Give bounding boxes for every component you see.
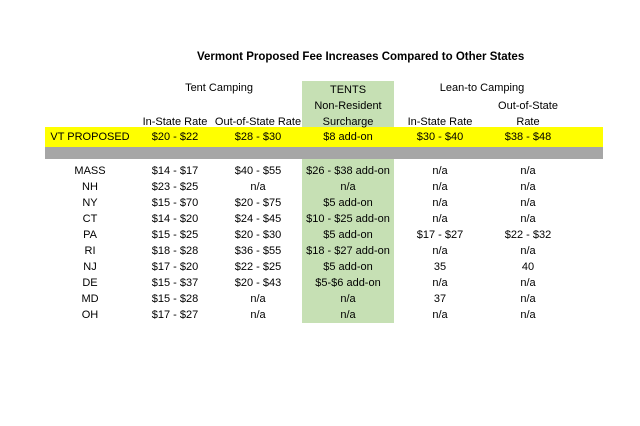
cell-state: NH (82, 181, 98, 193)
header-in-state: In-State Rate (142, 116, 208, 128)
cell-in-state: $18 - $28 (151, 245, 199, 257)
cell-out-of-state: n/a (250, 181, 266, 193)
cell-state: DE (82, 277, 98, 289)
cell-lean-out-of-state: n/a (520, 277, 536, 289)
cell-lean-out-of-state: n/a (520, 197, 536, 209)
cell-lean-out-of-state: n/a (520, 245, 536, 257)
cell-surcharge: n/a (340, 293, 356, 305)
cell-lean-in-state: n/a (432, 197, 448, 209)
cell-out-of-state: $22 - $25 (234, 261, 282, 273)
cell-in-state: $17 - $20 (151, 261, 199, 273)
header-surcharge: Surcharge (322, 116, 374, 128)
cell-in-state: $15 - $37 (151, 277, 199, 289)
header-lean-out-line2: Rate (516, 116, 540, 128)
group-lean-to-camping: Lean-to Camping (439, 82, 525, 94)
separator-bar (45, 147, 603, 159)
cell-surcharge: n/a (340, 181, 356, 193)
vt-in-state: $20 - $22 (151, 131, 199, 143)
cell-lean-in-state: n/a (432, 165, 448, 177)
cell-state: RI (84, 245, 96, 257)
group-tents-line1: TENTS (329, 84, 367, 96)
cell-surcharge: $5 add-on (323, 261, 373, 273)
cell-lean-out-of-state: n/a (520, 309, 536, 321)
cell-out-of-state: n/a (250, 293, 266, 305)
cell-out-of-state: $20 - $30 (234, 229, 282, 241)
cell-surcharge: $18 - $27 add-on (306, 245, 390, 257)
cell-out-of-state: $40 - $55 (234, 165, 282, 177)
cell-state: NY (82, 197, 98, 209)
cell-out-of-state: $20 - $75 (234, 197, 282, 209)
cell-out-of-state: $20 - $43 (234, 277, 282, 289)
vt-state: VT PROPOSED (50, 131, 130, 143)
group-tents-line2: Non-Resident (314, 100, 382, 112)
cell-in-state: $14 - $17 (151, 165, 199, 177)
cell-state: CT (82, 213, 98, 225)
header-lean-out-line1: Out-of-State (498, 100, 558, 112)
cell-in-state: $15 - $70 (151, 197, 199, 209)
cell-lean-in-state: 37 (433, 293, 447, 305)
cell-state: OH (81, 309, 99, 321)
cell-in-state: $23 - $25 (151, 181, 199, 193)
cell-lean-in-state: n/a (432, 181, 448, 193)
cell-state: MASS (74, 165, 106, 177)
cell-lean-in-state: 35 (433, 261, 447, 273)
header-out-of-state: Out-of-State Rate (214, 116, 302, 128)
cell-lean-out-of-state: n/a (520, 213, 536, 225)
cell-lean-out-of-state: n/a (520, 181, 536, 193)
vt-lean-in-state: $30 - $40 (416, 131, 464, 143)
cell-lean-out-of-state: 40 (521, 261, 535, 273)
cell-out-of-state: $24 - $45 (234, 213, 282, 225)
cell-state: PA (83, 229, 97, 241)
cell-surcharge: n/a (340, 309, 356, 321)
cell-in-state: $17 - $27 (151, 309, 199, 321)
cell-state: MD (81, 293, 99, 305)
cell-out-of-state: n/a (250, 309, 266, 321)
cell-lean-out-of-state: n/a (520, 293, 536, 305)
vt-lean-out-of-state: $38 - $48 (504, 131, 552, 143)
header-lean-in-state: In-State Rate (407, 116, 473, 128)
cell-in-state: $14 - $20 (151, 213, 199, 225)
group-tent-camping: Tent Camping (185, 82, 253, 94)
cell-in-state: $15 - $25 (151, 229, 199, 241)
cell-lean-out-of-state: n/a (520, 165, 536, 177)
cell-in-state: $15 - $28 (151, 293, 199, 305)
vt-out-of-state: $28 - $30 (234, 131, 282, 143)
cell-lean-in-state: n/a (432, 309, 448, 321)
cell-surcharge: $5 add-on (323, 229, 373, 241)
cell-lean-in-state: n/a (432, 245, 448, 257)
cell-surcharge: $5-$6 add-on (315, 277, 381, 289)
cell-surcharge: $5 add-on (323, 197, 373, 209)
cell-lean-in-state: n/a (432, 277, 448, 289)
cell-out-of-state: $36 - $55 (234, 245, 282, 257)
cell-state: NJ (83, 261, 97, 273)
vt-surcharge: $8 add-on (323, 131, 373, 143)
cell-lean-in-state: n/a (432, 213, 448, 225)
document-title: Vermont Proposed Fee Increases Compared to Other States (197, 51, 525, 63)
cell-surcharge: $26 - $38 add-on (306, 165, 390, 177)
cell-lean-in-state: $17 - $27 (416, 229, 464, 241)
cell-surcharge: $10 - $25 add-on (306, 213, 390, 225)
cell-lean-out-of-state: $22 - $32 (504, 229, 552, 241)
